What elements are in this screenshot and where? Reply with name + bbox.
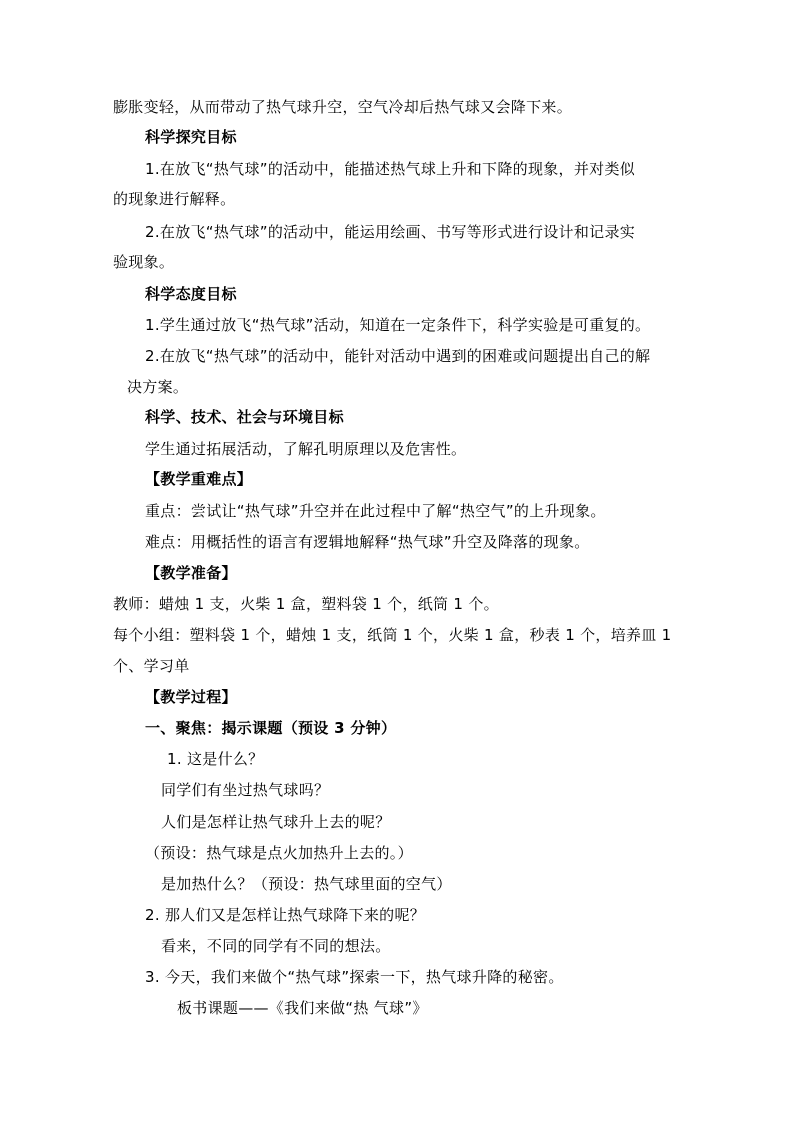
body-line: 个、学习单 xyxy=(113,657,190,675)
body-line: 2. 那人们又是怎样让热气球降下来的呢？ xyxy=(145,906,426,924)
body-line: 的现象进行解释。 xyxy=(113,190,236,208)
section-heading-process: 【教学过程】 xyxy=(145,688,237,706)
section-heading-key-points: 【教学重难点】 xyxy=(145,470,253,488)
body-line: 是加热什么？（预设：热气球里面的空气） xyxy=(161,875,452,893)
subsection-heading-focus: 一、聚焦：揭示课题（预设 3 分钟） xyxy=(145,719,397,737)
body-line: 验现象。 xyxy=(113,253,175,271)
body-line: 学生通过拓展活动，了解孔明原理以及危害性。 xyxy=(145,440,467,458)
body-line: 2.在放飞“热气球”的活动中，能运用绘画、书写等形式进行设计和记录实 xyxy=(145,223,636,241)
section-heading-attitude-goals: 科学态度目标 xyxy=(145,285,237,303)
section-heading-inquiry-goals: 科学探究目标 xyxy=(145,128,237,146)
body-line: 难点：用概括性的语言有逻辑地解释“热气球”升空及降落的现象。 xyxy=(145,533,590,551)
body-line: 1.在放飞“热气球”的活动中，能描述热气球上升和下降的现象，并对类似 xyxy=(145,160,636,178)
body-line: 3. 今天，我们来做个“热气球”探索一下，热气球升降的秘密。 xyxy=(145,968,564,986)
section-heading-preparation: 【教学准备】 xyxy=(145,564,237,582)
body-line: 膨胀变轻，从而带动了热气球升空，空气冷却后热气球又会降下来。 xyxy=(113,98,573,116)
body-line: 看来，不同的同学有不同的想法。 xyxy=(161,937,391,955)
body-line: 1. 这是什么？ xyxy=(167,750,264,768)
body-line: 板书课题——《我们来做“热 气球”》 xyxy=(177,999,428,1017)
body-line: 同学们有坐过热气球吗？ xyxy=(161,781,330,799)
body-line: 2.在放飞“热气球”的活动中，能针对活动中遇到的困难或问题提出自己的解 xyxy=(145,347,651,365)
body-line: （预设：热气球是点火加热升上去的。） xyxy=(145,844,413,862)
body-line: 每个小组：塑料袋 1 个，蜡烛 1 支，纸筒 1 个，火柴 1 盒，秒表 1 个，培养皿 1 xyxy=(113,626,672,644)
body-line: 教师：蜡烛 1 支，火柴 1 盒，塑料袋 1 个，纸筒 1 个。 xyxy=(113,595,499,613)
body-line: 决方案。 xyxy=(127,378,189,396)
body-line: 人们是怎样让热气球升上去的呢？ xyxy=(161,813,391,831)
body-line: 1.学生通过放飞“热气球”活动，知道在一定条件下，科学实验是可重复的。 xyxy=(145,316,651,334)
body-line: 重点：尝试让“热气球”升空并在此过程中了解“热空气”的上升现象。 xyxy=(145,502,606,520)
section-heading-sts-goals: 科学、技术、社会与环境目标 xyxy=(145,408,344,426)
